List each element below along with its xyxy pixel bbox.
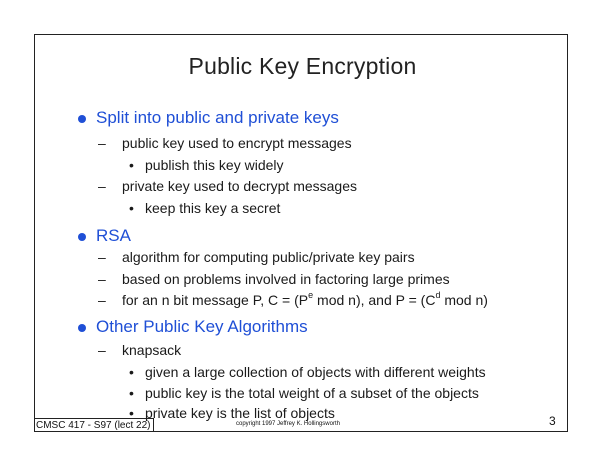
dash-marker: – xyxy=(98,249,106,265)
rsa-formula xyxy=(122,292,488,308)
list-subitem-text: given a large collection of objects with different weights xyxy=(145,364,486,380)
bullet-marker: • xyxy=(129,405,134,421)
section-heading-other: Other Public Key Algorithms xyxy=(96,317,308,336)
formula-exponent-e: e xyxy=(308,290,314,301)
dash-marker: – xyxy=(98,342,106,358)
list-item xyxy=(98,290,488,308)
list-item-text: algorithm for computing public/private key pairs xyxy=(122,249,415,265)
footer-copyright: copyright 1997 Jeffrey K. Hollingsworth xyxy=(236,421,340,427)
list-subitem-text: public key is the total weight of a subset of the objects xyxy=(145,385,479,401)
list-subitem-text: private key is the list of objects xyxy=(145,405,335,421)
formula-exponent-d: d xyxy=(435,290,441,301)
list-item xyxy=(98,249,415,265)
list-item xyxy=(98,135,352,151)
list-subitem xyxy=(129,157,284,173)
bullet-dot xyxy=(78,324,86,332)
list-item xyxy=(98,342,182,358)
list-item-text: private key used to decrypt messages xyxy=(122,178,358,194)
list-item xyxy=(98,271,450,287)
bullet-dot xyxy=(78,233,86,241)
dash-marker: – xyxy=(98,135,106,151)
bullet-marker: • xyxy=(129,157,134,173)
formula-part: mod n), and P = (C xyxy=(313,292,436,308)
bullet-marker: • xyxy=(129,364,134,380)
list-subitem xyxy=(129,385,479,401)
dash-marker: – xyxy=(98,178,106,194)
list-subitem-text: publish this key widely xyxy=(145,157,284,173)
list-subitem xyxy=(129,364,486,380)
bullet-marker: • xyxy=(129,385,134,401)
dash-marker: – xyxy=(98,292,106,308)
section-heading-rsa: RSA xyxy=(96,226,131,245)
section-heading-split: Split into public and private keys xyxy=(96,108,339,127)
bullet-marker: • xyxy=(129,200,134,216)
footer-course: CMSC 417 - S97 (lect 22) xyxy=(34,418,154,432)
list-item-text: knapsack xyxy=(122,342,182,358)
dash-marker: – xyxy=(98,271,106,287)
list-subitem xyxy=(129,405,335,421)
slide-title: Public Key Encryption xyxy=(188,53,417,79)
list-subitem-text: keep this key a secret xyxy=(145,200,281,216)
formula-part: mod n) xyxy=(440,292,488,308)
list-subitem xyxy=(129,200,281,216)
formula-part: for an n bit message P, C = (P xyxy=(122,292,309,308)
bullet-dot xyxy=(78,115,86,123)
list-item xyxy=(98,178,358,194)
list-item-text: based on problems involved in factoring large primes xyxy=(122,271,450,287)
list-item-text: public key used to encrypt messages xyxy=(122,135,352,151)
page-number: 3 xyxy=(549,414,556,428)
